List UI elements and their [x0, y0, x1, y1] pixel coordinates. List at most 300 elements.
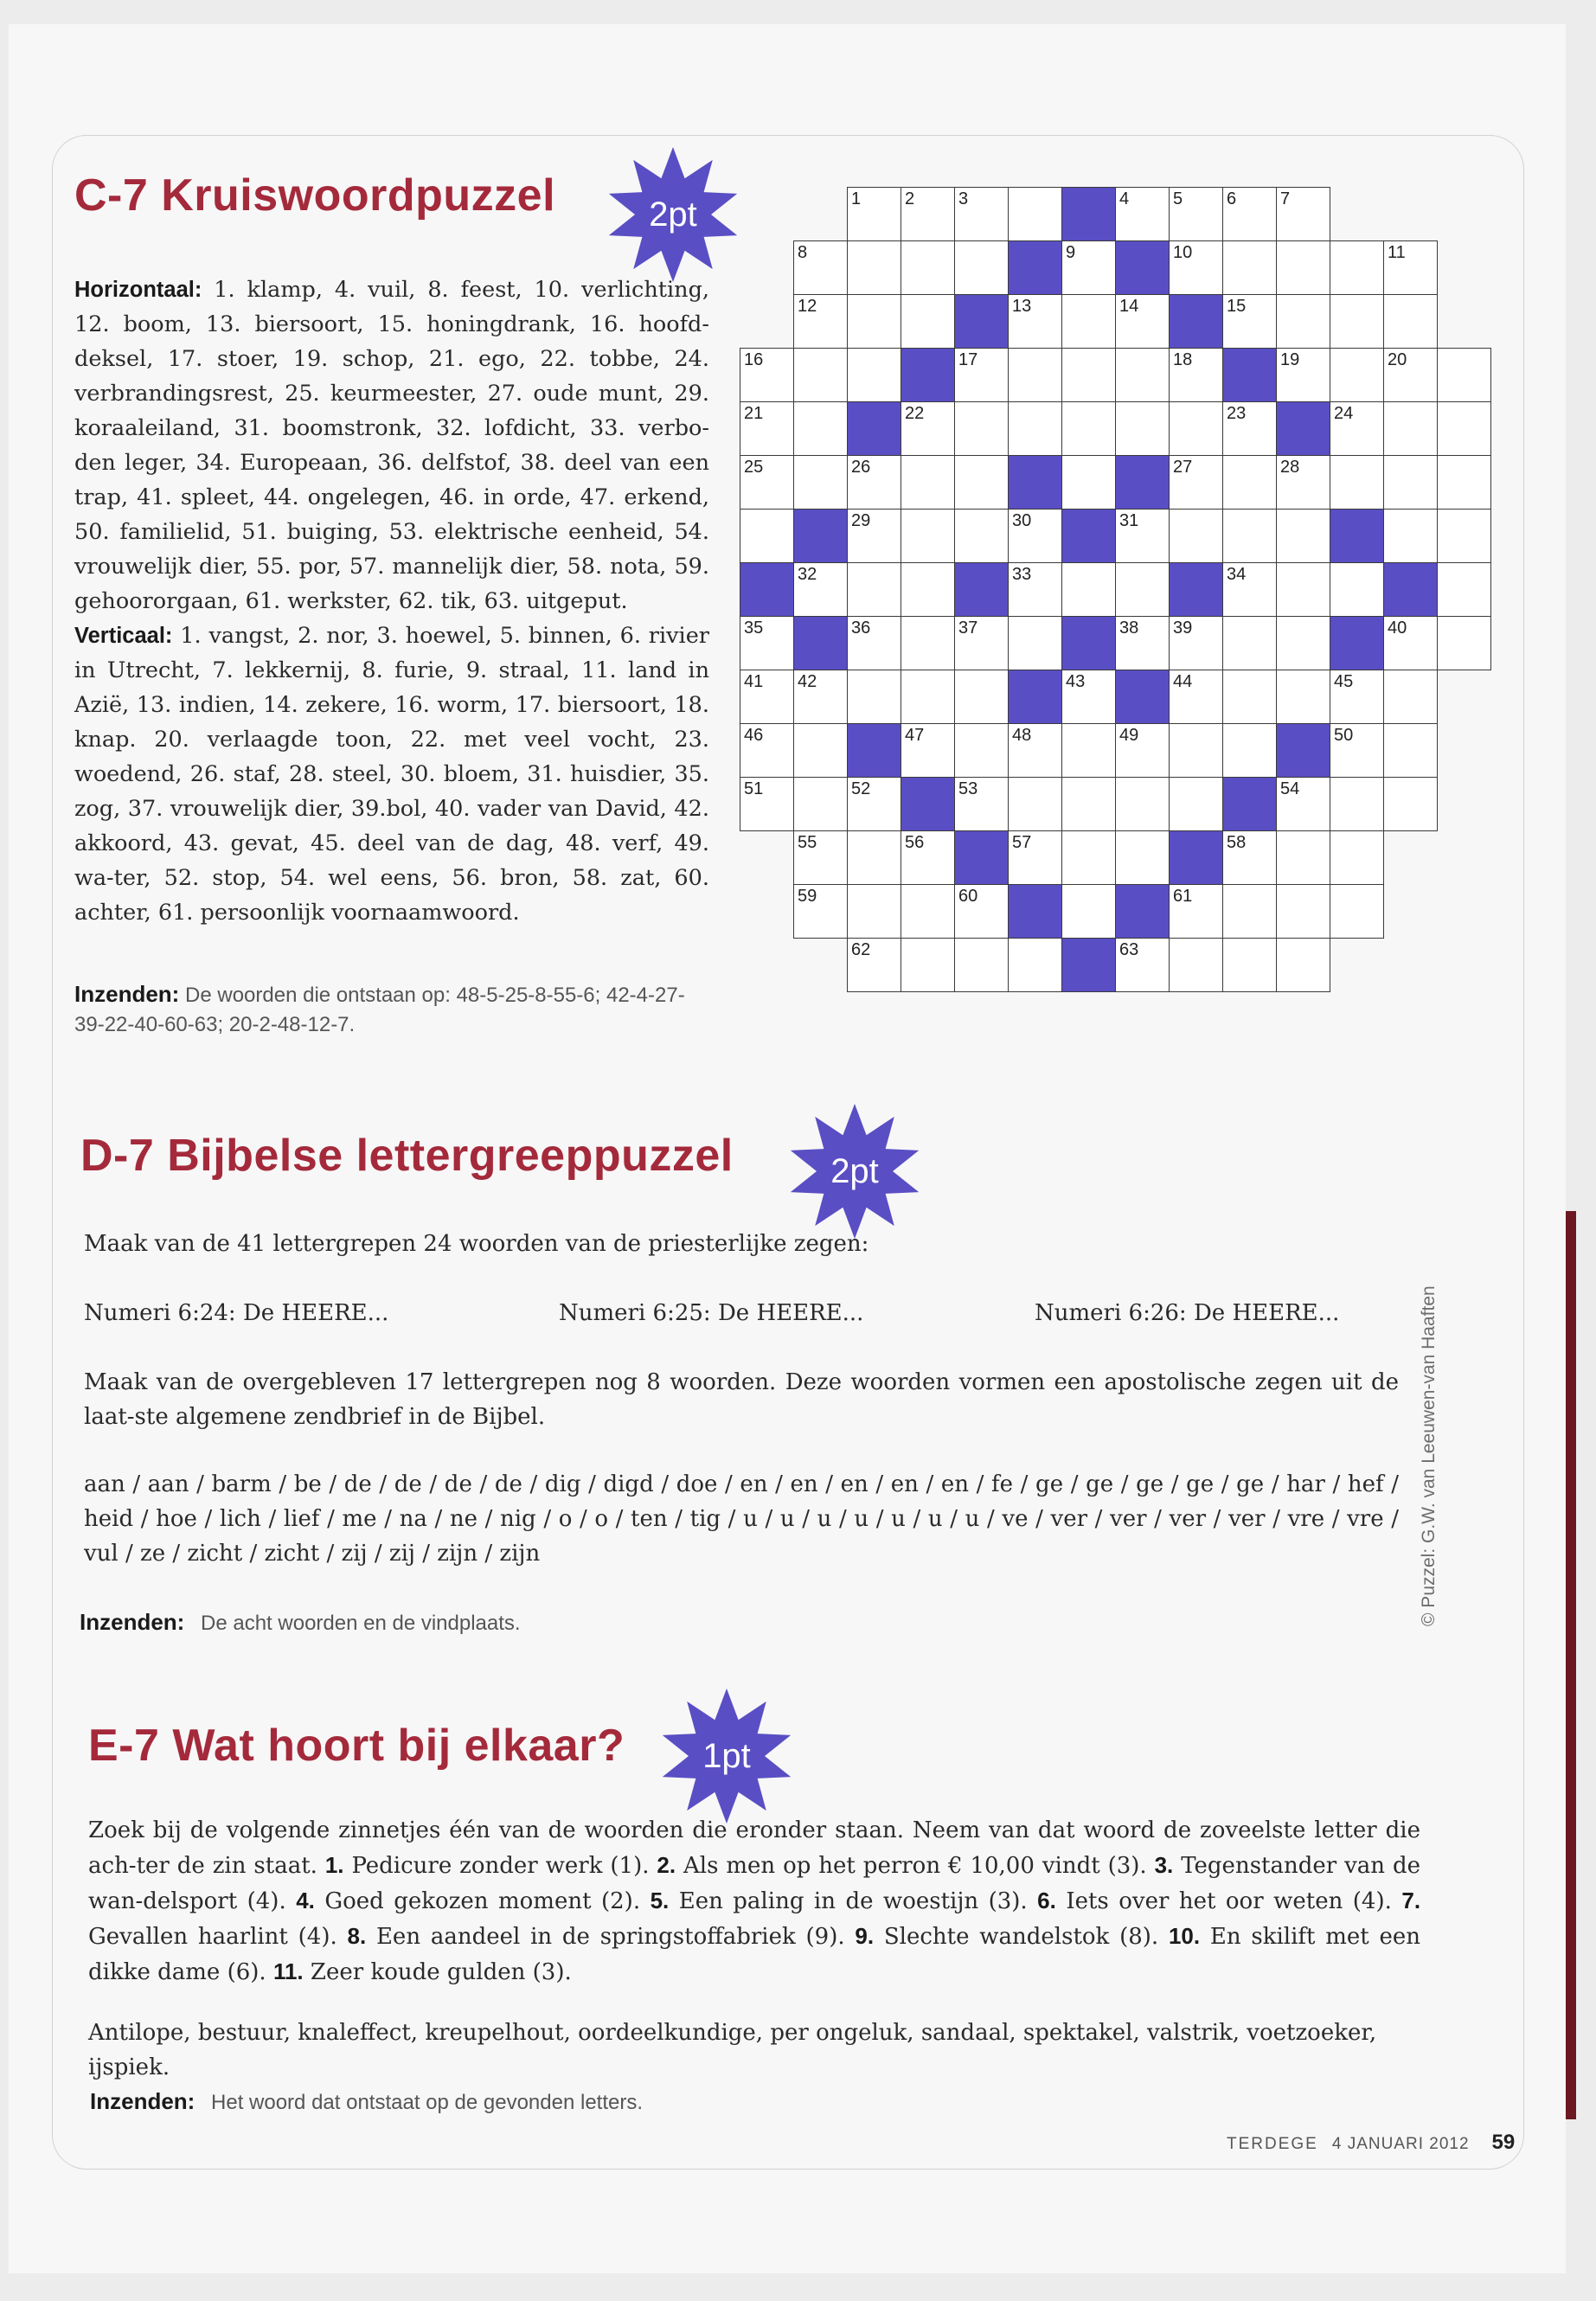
grid-cell[interactable] — [1276, 187, 1330, 241]
d7-points: 2pt — [830, 1152, 879, 1190]
grid-cell[interactable] — [1169, 723, 1223, 778]
grid-cell[interactable] — [1115, 777, 1170, 831]
grid-cell[interactable] — [1169, 187, 1223, 241]
grid-cell[interactable] — [793, 401, 848, 456]
grid-block — [1061, 509, 1116, 563]
page-edge-bar — [1566, 1211, 1576, 2119]
horizontal-clues: 1. klamp, 4. vuil, 8. feest, 10. verlichting, 12. boom, 13. biersoort, 15. honingdrank, 16. hoofd-deksel, 17. stoer, 19. schop, 21. ego, 22. tobbe, 24. verbrandingsrest, 25. keurmeester, 27. oude munt, 29. koraaleiland, 31. boomstronk, 32. lofdicht, 33. verbo-den leger, 34. Europeaan, 36. delfstof, 38. deel van een trap, 41. spleet, 44. ongelegen, 46. in orde, 47. erkend, 50. familielid, 51. buiging, 53. elektrische eenheid, 54. vrouwelijk dier, 55. por, 57. mannelijk dier, 58. nota, 59. gehoororgaan, 61. werkster, 62. tik, 63. uitgeput. — [74, 277, 710, 614]
grid-cell[interactable] — [1276, 455, 1330, 510]
grid-block — [1276, 723, 1330, 778]
grid-block — [1008, 670, 1062, 724]
e7-item-text: Pedicure zonder werk (1). — [351, 1853, 650, 1879]
cell-number: 5 — [1173, 189, 1183, 208]
grid-cell[interactable] — [1330, 348, 1384, 402]
grid-cell[interactable] — [1169, 938, 1223, 992]
cell-number: 20 — [1388, 350, 1407, 369]
cell-number: 26 — [851, 458, 871, 477]
grid-block — [740, 562, 794, 617]
grid-cell[interactable] — [1222, 187, 1277, 241]
grid-cell[interactable] — [1061, 348, 1116, 402]
grid-block — [1115, 455, 1170, 510]
grid-cell[interactable] — [1276, 884, 1330, 939]
e7-item-text: Tegenstander van de wan-delsport (4). — [88, 1853, 1420, 1914]
e7-title: E-7 Wat hoort bij elkaar? — [88, 1721, 625, 1771]
grid-cell[interactable] — [1061, 401, 1116, 456]
grid-cell[interactable] — [901, 240, 955, 295]
e7-submit-label: Inzenden: — [90, 2088, 195, 2114]
e7-item-text: Als men op het perron € 10,00 vindt (3). — [683, 1853, 1147, 1879]
grid-cell[interactable] — [954, 509, 1009, 563]
grid-cell[interactable] — [901, 670, 955, 724]
cell-number: 13 — [1012, 297, 1032, 316]
verse-2: Numeri 6:25: De HEERE... — [559, 1300, 864, 1326]
grid-cell[interactable] — [954, 401, 1009, 456]
grid-cell[interactable] — [1115, 187, 1170, 241]
grid-cell[interactable] — [1276, 670, 1330, 724]
grid-cell[interactable] — [1008, 294, 1062, 349]
cell-number: 1 — [851, 189, 862, 208]
grid-cell[interactable] — [1383, 616, 1438, 670]
cell-number: 8 — [798, 243, 808, 262]
cell-number: 60 — [958, 887, 978, 906]
grid-cell[interactable] — [1383, 294, 1438, 349]
cell-number: 33 — [1012, 565, 1032, 584]
grid-cell[interactable] — [1008, 616, 1062, 670]
cell-number: 61 — [1173, 887, 1193, 906]
puzzle-credit: © Puzzel: G.W. van Leeuwen-van Haaften — [1419, 1285, 1439, 1626]
cell-number: 34 — [1227, 565, 1247, 584]
grid-cell[interactable] — [1169, 509, 1223, 563]
grid-cell[interactable] — [793, 777, 848, 831]
grid-cell[interactable] — [1115, 348, 1170, 402]
grid-cell[interactable] — [1437, 348, 1491, 402]
grid-cell[interactable] — [901, 830, 955, 885]
grid-cell[interactable] — [954, 240, 1009, 295]
grid-cell[interactable] — [901, 455, 955, 510]
grid-block — [1276, 401, 1330, 456]
cell-number: 2 — [905, 189, 915, 208]
c7-clues — [74, 272, 709, 930]
grid-cell[interactable] — [901, 562, 955, 617]
e7-points-badge — [659, 1689, 794, 1823]
grid-cell[interactable] — [1008, 938, 1062, 992]
cell-number: 3 — [958, 189, 969, 208]
cell-number: 58 — [1227, 833, 1247, 852]
d7-title: D-7 Bijbelse lettergreeppuzzel — [80, 1131, 734, 1181]
grid-block — [954, 562, 1009, 617]
grid-cell[interactable] — [847, 938, 901, 992]
grid-cell[interactable] — [1008, 187, 1062, 241]
c7-title: C-7 Kruiswoordpuzzel — [74, 170, 556, 221]
grid-cell[interactable] — [1330, 562, 1384, 617]
c7-submit-text: De woorden die ontstaan op: 48-5-25-8-55-6; 42-4-27-39-22-40-60-63; 20-2-48-12-7. — [74, 984, 685, 1036]
cell-number: 42 — [798, 672, 817, 691]
grid-cell[interactable] — [1383, 670, 1438, 724]
grid-cell[interactable] — [1222, 401, 1277, 456]
grid-cell[interactable] — [847, 187, 901, 241]
grid-cell[interactable] — [1330, 455, 1384, 510]
grid-cell[interactable] — [1115, 294, 1170, 349]
e7-points: 1pt — [702, 1737, 751, 1775]
cell-number: 30 — [1012, 511, 1032, 530]
e7-item-text: Een paling in de woestijn (3). — [678, 1888, 1028, 1914]
cell-number: 48 — [1012, 726, 1032, 745]
grid-cell[interactable] — [740, 455, 794, 510]
page-number: 59 — [1491, 2131, 1516, 2154]
cell-number: 54 — [1280, 779, 1300, 798]
grid-cell[interactable] — [1061, 723, 1116, 778]
grid-cell[interactable] — [901, 616, 955, 670]
grid-cell[interactable] — [1008, 348, 1062, 402]
grid-cell[interactable] — [1330, 294, 1384, 349]
grid-cell[interactable] — [1222, 240, 1277, 295]
grid-cell[interactable] — [740, 670, 794, 724]
cell-number: 4 — [1119, 189, 1130, 208]
cell-number: 6 — [1227, 189, 1237, 208]
grid-cell[interactable] — [793, 562, 848, 617]
cell-number: 10 — [1173, 243, 1193, 262]
e7-item-number: 7. — [1401, 1888, 1421, 1913]
c7-points-badge — [606, 147, 740, 282]
cell-number: 38 — [1119, 619, 1139, 638]
grid-cell[interactable] — [1008, 830, 1062, 885]
grid-cell[interactable] — [740, 509, 794, 563]
grid-cell[interactable] — [847, 455, 901, 510]
cell-number: 59 — [798, 887, 817, 906]
grid-cell[interactable] — [1437, 401, 1491, 456]
grid-cell[interactable] — [954, 670, 1009, 724]
grid-cell[interactable] — [793, 830, 848, 885]
grid-cell[interactable] — [1061, 777, 1116, 831]
grid-cell[interactable] — [847, 884, 901, 939]
grid-cell[interactable] — [1222, 455, 1277, 510]
cell-number: 27 — [1173, 458, 1193, 477]
grid-cell[interactable] — [954, 938, 1009, 992]
cell-number: 40 — [1388, 619, 1407, 638]
cell-number: 47 — [905, 726, 925, 745]
grid-cell[interactable] — [1061, 455, 1116, 510]
d7-submit — [80, 1607, 521, 1638]
grid-cell[interactable] — [1222, 509, 1277, 563]
grid-cell[interactable] — [1115, 830, 1170, 885]
grid-cell[interactable] — [1383, 723, 1438, 778]
grid-cell[interactable] — [1330, 884, 1384, 939]
grid-cell[interactable] — [901, 509, 955, 563]
grid-cell[interactable] — [740, 777, 794, 831]
grid-cell[interactable] — [1061, 240, 1116, 295]
grid-cell[interactable] — [1383, 777, 1438, 831]
grid-cell[interactable] — [1276, 562, 1330, 617]
cell-number: 55 — [798, 833, 817, 852]
grid-cell[interactable] — [1008, 562, 1062, 617]
cell-number: 7 — [1280, 189, 1291, 208]
grid-cell[interactable] — [740, 348, 794, 402]
c7-submit — [74, 979, 715, 1040]
grid-cell[interactable] — [1061, 562, 1116, 617]
grid-cell[interactable] — [1169, 884, 1223, 939]
grid-cell[interactable] — [1222, 830, 1277, 885]
grid-block — [1169, 830, 1223, 885]
grid-cell[interactable] — [1222, 884, 1277, 939]
cell-number: 29 — [851, 511, 871, 530]
grid-cell[interactable] — [1276, 938, 1330, 992]
grid-cell[interactable] — [1008, 723, 1062, 778]
grid-cell[interactable] — [1061, 294, 1116, 349]
cell-number: 28 — [1280, 458, 1300, 477]
grid-cell[interactable] — [1437, 616, 1491, 670]
grid-block — [1330, 616, 1384, 670]
e7-submit — [90, 2086, 643, 2118]
cell-number: 39 — [1173, 619, 1193, 638]
cell-number: 16 — [744, 350, 764, 369]
grid-cell[interactable] — [1061, 884, 1116, 939]
cell-number: 24 — [1334, 404, 1354, 423]
grid-cell[interactable] — [1169, 777, 1223, 831]
grid-cell[interactable] — [1061, 670, 1116, 724]
grid-block — [1061, 938, 1116, 992]
grid-cell[interactable] — [1222, 616, 1277, 670]
cell-number: 25 — [744, 458, 764, 477]
grid-block — [1115, 240, 1170, 295]
d7-syllables: aan / aan / barm / be / de / de / de / de / dig / digd / doe / en / en / en / en / en / fe / ge / ge / ge / ge / ge / har / hef / heid / hoe / lich / lief / me / na / ne / nig / o / o / ten / tig / u / u / u / u / u / u / u / ve / ver / ver / ver / ver / vre / vre / vul / ze / zicht / zicht / zij / zij / zijn / zijn — [84, 1471, 1399, 1567]
e7-item-number: 8. — [347, 1923, 367, 1949]
grid-block — [1222, 777, 1277, 831]
cell-number: 23 — [1227, 404, 1247, 423]
cell-number: 49 — [1119, 726, 1139, 745]
cell-number: 45 — [1334, 672, 1354, 691]
d7-submit-label: Inzenden: — [80, 1609, 185, 1635]
grid-block — [793, 616, 848, 670]
e7-item-text: En skilift met een dikke dame (6). — [88, 1924, 1420, 1985]
cell-number: 21 — [744, 404, 764, 423]
e7-item-text: Iets over het oor weten (4). — [1066, 1888, 1392, 1914]
cell-number: 46 — [744, 726, 764, 745]
grid-cell[interactable] — [793, 455, 848, 510]
grid-cell[interactable] — [1008, 777, 1062, 831]
grid-block — [1330, 509, 1384, 563]
grid-cell[interactable] — [847, 777, 901, 831]
e7-item-number: 5. — [650, 1888, 670, 1913]
grid-block — [793, 509, 848, 563]
grid-cell[interactable] — [847, 348, 901, 402]
e7-item-number: 1. — [324, 1852, 344, 1878]
grid-cell[interactable] — [847, 240, 901, 295]
grid-cell[interactable] — [740, 723, 794, 778]
grid-cell[interactable] — [1169, 616, 1223, 670]
grid-cell[interactable] — [1115, 938, 1170, 992]
grid-cell[interactable] — [1115, 616, 1170, 670]
e7-item-number: 4. — [296, 1888, 315, 1913]
cell-number: 43 — [1066, 672, 1086, 691]
e7-item-number: 9. — [855, 1923, 875, 1949]
grid-block — [1061, 616, 1116, 670]
grid-cell[interactable] — [954, 348, 1009, 402]
grid-block — [1222, 348, 1277, 402]
e7-clues — [88, 1813, 1420, 1990]
cell-number: 52 — [851, 779, 871, 798]
e7-item-text: Gevallen haarlint (4). — [88, 1924, 337, 1950]
grid-cell[interactable] — [740, 401, 794, 456]
grid-cell[interactable] — [847, 616, 901, 670]
cell-number: 57 — [1012, 833, 1032, 852]
cell-number: 62 — [851, 940, 871, 959]
grid-cell[interactable] — [1383, 348, 1438, 402]
grid-cell[interactable] — [901, 723, 955, 778]
e7-item-text: Slechte wandelstok (8). — [883, 1924, 1159, 1950]
issue-date: 4 JANUARI 2012 — [1331, 2135, 1470, 2153]
grid-block — [1383, 562, 1438, 617]
cell-number: 31 — [1119, 511, 1139, 530]
cell-number: 50 — [1334, 726, 1354, 745]
cell-number: 35 — [744, 619, 764, 638]
grid-cell[interactable] — [1115, 401, 1170, 456]
grid-cell[interactable] — [1222, 723, 1277, 778]
e7-words: Antilope, bestuur, knaleffect, kreupelhout, oordeelkundige, per ongeluk, sandaal, spektakel, valstrik, voetzoeker, ijspiek. — [88, 2020, 1377, 2080]
grid-block — [1008, 884, 1062, 939]
grid-cell[interactable] — [1276, 240, 1330, 295]
verse-3: Numeri 6:26: De HEERE... — [1035, 1300, 1340, 1326]
grid-cell[interactable] — [901, 401, 955, 456]
c7-submit-label: Inzenden: — [74, 981, 180, 1007]
d7-submit-text: De acht woorden en de vindplaats. — [201, 1612, 521, 1635]
cell-number: 56 — [905, 833, 925, 852]
cell-number: 32 — [798, 565, 817, 584]
grid-cell[interactable] — [847, 830, 901, 885]
grid-cell[interactable] — [1222, 294, 1277, 349]
grid-cell[interactable] — [1061, 830, 1116, 885]
grid-block — [954, 830, 1009, 885]
cell-number: 9 — [1066, 243, 1076, 262]
grid-cell[interactable] — [901, 938, 955, 992]
grid-cell[interactable] — [793, 884, 848, 939]
grid-cell[interactable] — [1383, 455, 1438, 510]
grid-cell[interactable] — [1330, 240, 1384, 295]
grid-cell[interactable] — [1008, 509, 1062, 563]
grid-cell[interactable] — [1222, 670, 1277, 724]
grid-cell[interactable] — [1222, 562, 1277, 617]
grid-cell[interactable] — [1330, 830, 1384, 885]
grid-block — [847, 723, 901, 778]
grid-cell[interactable] — [1169, 670, 1223, 724]
grid-cell[interactable] — [847, 509, 901, 563]
grid-cell[interactable] — [954, 187, 1009, 241]
cell-number: 37 — [958, 619, 978, 638]
grid-cell[interactable] — [847, 670, 901, 724]
e7-item-text: Goed gekozen moment (2). — [324, 1888, 641, 1914]
e7-item-number: 10. — [1168, 1923, 1201, 1949]
grid-cell[interactable] — [1437, 562, 1491, 617]
grid-cell[interactable] — [740, 616, 794, 670]
cell-number: 41 — [744, 672, 764, 691]
grid-cell[interactable] — [847, 562, 901, 617]
page-footer — [1227, 2131, 1515, 2155]
grid-cell[interactable] — [1383, 240, 1438, 295]
grid-cell[interactable] — [793, 294, 848, 349]
cell-number: 22 — [905, 404, 925, 423]
cell-number: 15 — [1227, 297, 1247, 316]
cell-number: 63 — [1119, 940, 1139, 959]
grid-cell[interactable] — [1276, 294, 1330, 349]
grid-cell[interactable] — [1276, 830, 1330, 885]
grid-cell[interactable] — [1437, 509, 1491, 563]
grid-cell[interactable] — [1115, 509, 1170, 563]
grid-cell[interactable] — [1437, 455, 1491, 510]
cell-number: 44 — [1173, 672, 1193, 691]
grid-cell[interactable] — [1276, 348, 1330, 402]
cell-number: 36 — [851, 619, 871, 638]
cell-number: 17 — [958, 350, 978, 369]
grid-cell[interactable] — [954, 455, 1009, 510]
magazine-name: TERDEGE — [1227, 2135, 1318, 2153]
d7-instruction: Maak van de overgebleven 17 lettergrepen nog 8 woorden. Deze woorden vormen een apostolische zegen uit de laat-ste algemene zendbrief in de Bijbel. — [84, 1369, 1399, 1430]
e7-item-number: 6. — [1037, 1888, 1056, 1913]
grid-cell[interactable] — [1222, 938, 1277, 992]
grid-cell[interactable] — [901, 294, 955, 349]
grid-cell[interactable] — [1276, 616, 1330, 670]
grid-cell[interactable] — [1330, 723, 1384, 778]
grid-cell[interactable] — [1330, 777, 1384, 831]
cell-number: 11 — [1388, 243, 1406, 262]
grid-block — [1169, 294, 1223, 349]
e7-item-number: 11. — [272, 1958, 304, 1984]
grid-cell[interactable] — [1276, 509, 1330, 563]
grid-cell[interactable] — [901, 187, 955, 241]
e7-item-text: Zeer koude gulden (3). — [310, 1959, 572, 1985]
grid-cell[interactable] — [954, 616, 1009, 670]
grid-cell[interactable] — [1383, 509, 1438, 563]
grid-block — [1061, 187, 1116, 241]
grid-cell[interactable] — [954, 723, 1009, 778]
grid-cell[interactable] — [1008, 401, 1062, 456]
grid-cell[interactable] — [847, 294, 901, 349]
grid-block — [1115, 670, 1170, 724]
grid-block — [847, 401, 901, 456]
grid-block — [954, 294, 1009, 349]
grid-cell[interactable] — [1330, 401, 1384, 456]
grid-cell[interactable] — [901, 884, 955, 939]
grid-cell[interactable] — [1169, 455, 1223, 510]
grid-cell[interactable] — [1169, 401, 1223, 456]
e7-item-text: Een aandeel in de springstoffabriek (9). — [375, 1924, 845, 1950]
grid-cell[interactable] — [1169, 348, 1223, 402]
verse-1: Numeri 6:24: De HEERE... — [84, 1300, 389, 1326]
grid-cell[interactable] — [1383, 401, 1438, 456]
cell-number: 18 — [1173, 350, 1193, 369]
grid-cell[interactable] — [1169, 240, 1223, 295]
grid-cell[interactable] — [954, 884, 1009, 939]
grid-cell[interactable] — [954, 777, 1009, 831]
grid-cell[interactable] — [1276, 777, 1330, 831]
grid-cell[interactable] — [1330, 670, 1384, 724]
cell-number: 14 — [1119, 297, 1139, 316]
cell-number: 51 — [744, 779, 764, 798]
vertical-clues: 1. vangst, 2. nor, 3. hoewel, 5. binnen, 6. rivier in Utrecht, 7. lekkernij, 8. furie, 9. straal, 11. land in Azië, 13. indien, 14. zekere, 16. worm, 17. biersoort, 18. knap. 20. verlaagde toon, 22. met veel vocht, 23. woedend, 26. staf, 28. steel, 30. bloem, 31. huisdier, 35. zog, 37. vrouwelijk dier, 39.bol, 40. vader van David, 42. akkoord, 43. gevat, 45. deel van de dag, 48. verf, 49. wa-ter, 52. stop, 54. wel eens, 56. bron, 58. zat, 60. achter, 61. persoonlijk voornaamwoord. — [74, 623, 709, 926]
grid-cell[interactable] — [1115, 723, 1170, 778]
e7-item-number: 2. — [657, 1852, 676, 1878]
cell-number: 19 — [1280, 350, 1300, 369]
e7-intro: Zoek bij de volgende zinnetjes één van de woorden die eronder staan. Neem van dat woord de zoveelste letter die ach-ter de zin staat. — [88, 1817, 1420, 1879]
grid-cell[interactable] — [793, 348, 848, 402]
grid-cell[interactable] — [1115, 562, 1170, 617]
horizontal-label: Horizontaal: — [74, 278, 202, 302]
grid-cell[interactable] — [793, 240, 848, 295]
c7-points: 2pt — [649, 195, 697, 234]
grid-cell[interactable] — [793, 670, 848, 724]
cell-number: 12 — [798, 297, 817, 316]
e7-submit-text: Het woord dat ontstaat op de gevonden letters. — [211, 2091, 644, 2114]
grid-cell[interactable] — [793, 723, 848, 778]
d7-points-badge — [787, 1104, 922, 1239]
